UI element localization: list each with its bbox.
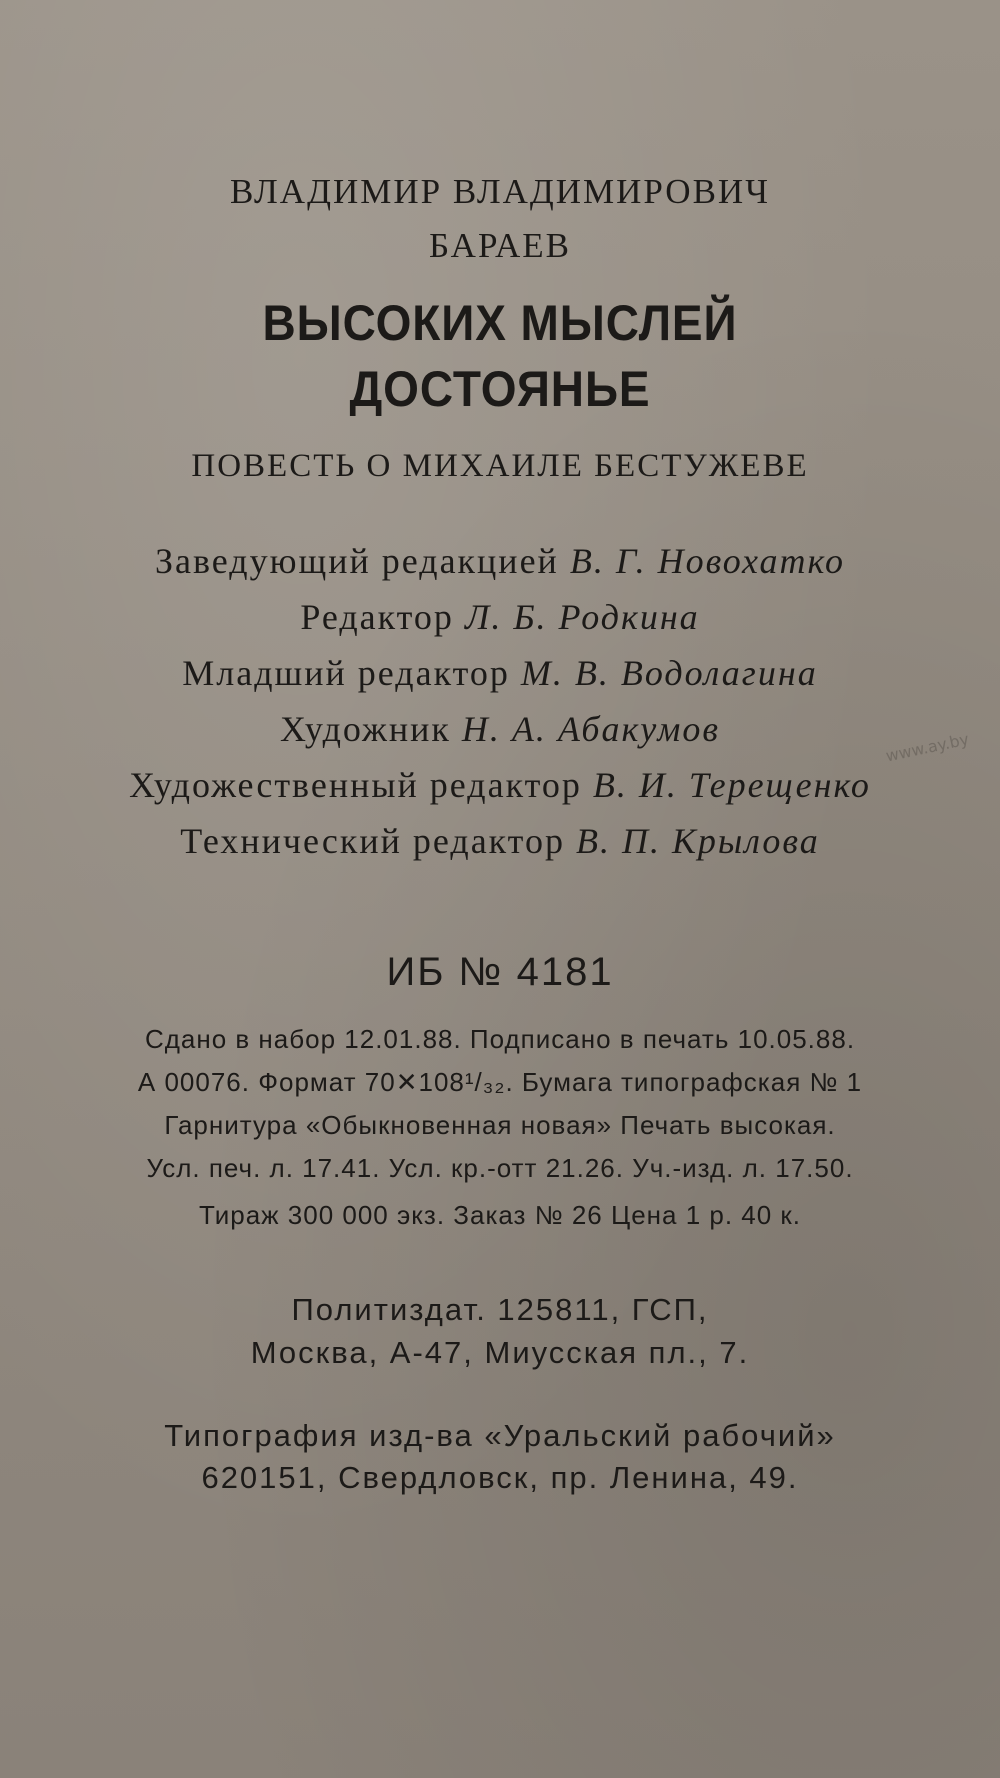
printer-line: Типография изд-ва «Уральский рабочий» [164, 1418, 836, 1453]
publisher-line: Москва, А-47, Миусская пл., 7. [250, 1335, 750, 1370]
credit-line [0, 540, 1000, 582]
credit-person: В. П. Крылова [575, 821, 820, 861]
book-title-line-2: ДОСТОЯНЬЕ [349, 361, 651, 417]
imprint-line: А 00076. Формат 70✕108¹/₃₂. Бумага типографская № 1 [137, 1067, 863, 1097]
credit-role: Художественный редактор [129, 765, 582, 805]
credit-role: Младший редактор [182, 653, 510, 693]
credit-role: Технический редактор [180, 821, 565, 861]
imprint-line: Усл. печ. л. 17.41. Усл. кр.-отт 21.26. Уч.-изд. л. 17.50. [146, 1153, 854, 1183]
watermark: www.ay.by [884, 729, 972, 766]
credit-person: М. В. Водолагина [520, 653, 818, 693]
credit-role: Заведующий редакцией [154, 541, 559, 581]
credit-line [0, 596, 1000, 638]
credit-line [0, 652, 1000, 694]
credit-person: Л. Б. Родкина [464, 597, 700, 637]
credit-person: В. И. Терещенко [592, 765, 871, 805]
imprint-line: Гарнитура «Обыкновенная новая» Печать высокая. [164, 1110, 836, 1140]
book-title-line-1: ВЫСОКИХ МЫСЛЕЙ [262, 295, 738, 351]
credit-role: Редактор [300, 597, 454, 637]
book-subtitle: ПОВЕСТЬ О МИХАИЛЕ БЕСТУЖЕВЕ [191, 448, 809, 484]
author-name: ВЛАДИМИР ВЛАДИМИРОВИЧ [230, 172, 770, 211]
credit-line [0, 708, 1000, 750]
credit-role: Художник [280, 709, 451, 749]
credit-person: Н. А. Абакумов [461, 709, 720, 749]
publisher-line: Политиздат. 125811, ГСП, [291, 1292, 709, 1327]
imprint-line: Сдано в набор 12.01.88. Подписано в печать 10.05.88. [144, 1024, 856, 1054]
ib-number: ИБ № 4181 [386, 950, 614, 994]
credit-line [0, 820, 1000, 862]
author-surname: БАРАЕВ [429, 226, 571, 265]
credit-line [0, 764, 1000, 806]
credit-person: В. Г. Новохатко [569, 541, 845, 581]
printer-line: 620151, Свердловск, пр. Ленина, 49. [201, 1460, 799, 1495]
imprint-line: Тираж 300 000 экз. Заказ № 26 Цена 1 р. 40 к. [198, 1200, 802, 1230]
